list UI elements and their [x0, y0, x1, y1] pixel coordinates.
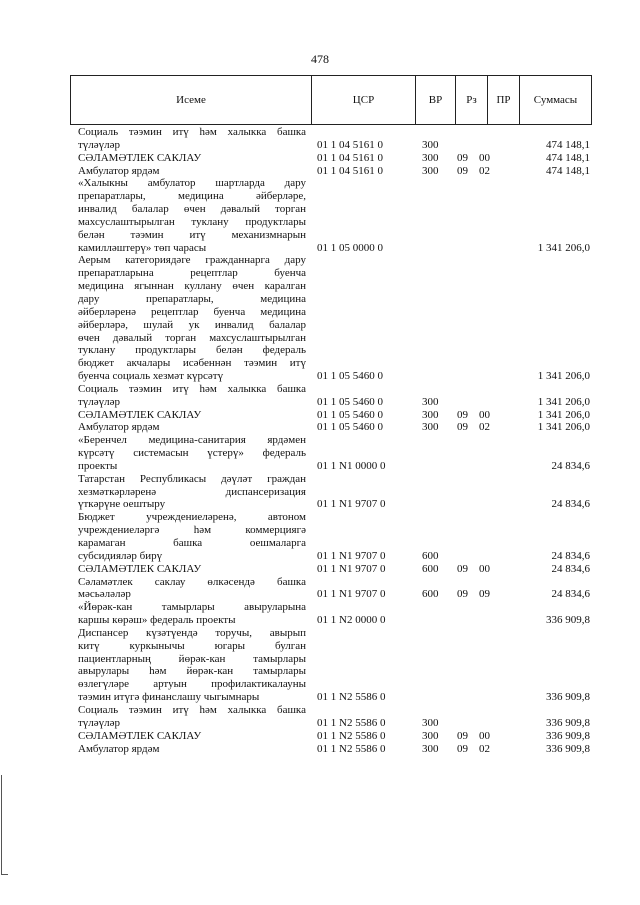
row-name-line: препаратлары, медицина әйберләре, — [78, 190, 306, 203]
row-csr: 01 1 N2 5586 0 — [317, 716, 386, 729]
row-sum: 474 148,1 — [546, 138, 590, 151]
row-vr: 300 — [422, 138, 439, 151]
row-sum: 1 341 206,0 — [537, 370, 590, 383]
row-rz: 09 — [457, 164, 468, 177]
row-rz: 09 — [457, 408, 468, 421]
row-vr: 300 — [422, 164, 439, 177]
row-pr: 09 — [479, 588, 490, 601]
row-name — [78, 152, 306, 165]
table-row — [78, 704, 590, 730]
row-sum: 24 834,6 — [551, 549, 590, 562]
row-name-line: күрсәтү системасын үстерү» федераль — [78, 447, 306, 460]
margin-line — [1, 775, 2, 875]
row-rz: 09 — [457, 421, 468, 434]
table-row — [78, 576, 590, 602]
row-name-line: Амбулатор ярдәм — [78, 742, 160, 755]
row-vr: 300 — [422, 716, 439, 729]
row-name — [78, 743, 306, 756]
row-name-line: СӘЛАМӘТЛЕК САКЛАУ — [78, 408, 202, 421]
row-name-line: каршы көрәш» федераль проекты — [78, 614, 236, 627]
row-name-line: бюджет акчалары исәбеннән тәэмин итү — [78, 357, 306, 370]
row-csr: 01 1 N1 9707 0 — [317, 549, 386, 562]
row-pr: 00 — [479, 408, 490, 421]
row-name — [78, 473, 306, 512]
row-name — [78, 627, 306, 704]
row-pr: 00 — [479, 562, 490, 575]
row-pr: 00 — [479, 151, 490, 164]
row-name-line: белән тәэмин итү механизмнарын — [78, 228, 306, 241]
row-name-line: түләүләр — [78, 138, 121, 151]
row-csr: 01 1 05 0000 0 — [317, 241, 383, 254]
row-name-line: әйберләренә рецептлар буенча медицина — [78, 305, 306, 318]
table-row — [78, 421, 590, 434]
table-row — [78, 152, 590, 165]
row-pr: 02 — [479, 742, 490, 755]
row-csr: 01 1 05 5460 0 — [317, 421, 383, 434]
row-sum: 1 341 206,0 — [537, 241, 590, 254]
header-vr: ВР — [416, 76, 456, 124]
row-name-line: Диспансер күзәтүендә торучы, авырып — [78, 626, 306, 639]
row-sum: 24 834,6 — [551, 498, 590, 511]
row-name — [78, 601, 306, 627]
row-sum: 336 909,8 — [546, 614, 590, 627]
row-sum: 336 909,8 — [546, 729, 590, 742]
row-name-line: камилләштерү» төп чарасы — [78, 241, 207, 254]
row-vr: 300 — [422, 742, 439, 755]
row-name-line: Татарстан Республикасы дәүләт граждан — [78, 472, 306, 485]
row-name-line: түләүләр — [78, 395, 121, 408]
row-name-line: Бюджет учреждениеләренә, автоном — [78, 511, 306, 524]
table-row — [78, 730, 590, 743]
header-name: Исеме — [71, 76, 312, 124]
row-name-line: туклану продуктлары белән федераль — [78, 344, 306, 357]
row-name — [78, 511, 306, 562]
row-name-line: хезмәткәрләренә диспансеризация — [78, 485, 306, 498]
row-name-line: «Халыкны амбулатор шартларда дару — [78, 177, 306, 190]
row-sum: 336 909,8 — [546, 742, 590, 755]
row-name-line: СӘЛАМӘТЛЕК САКЛАУ — [78, 562, 202, 575]
row-name — [78, 126, 306, 152]
row-name-line: махсуслаштырылган туклану продуктлары — [78, 215, 306, 228]
row-sum: 1 341 206,0 — [537, 421, 590, 434]
row-name-line: субсидияләр бирү — [78, 549, 163, 562]
row-name — [78, 409, 306, 422]
row-csr: 01 1 N2 5586 0 — [317, 742, 386, 755]
row-csr: 01 1 04 5161 0 — [317, 151, 383, 164]
row-vr: 600 — [422, 562, 439, 575]
table-row — [78, 743, 590, 756]
row-vr: 300 — [422, 421, 439, 434]
row-csr: 01 1 N1 9707 0 — [317, 562, 386, 575]
header-sum: Суммасы — [533, 94, 578, 106]
row-name-line: карамаган башка оешмаларга — [78, 537, 306, 549]
table-row — [78, 254, 590, 382]
row-sum: 1 341 206,0 — [537, 408, 590, 421]
row-sum: 24 834,6 — [551, 459, 590, 472]
table-row — [78, 165, 590, 178]
row-vr: 600 — [422, 549, 439, 562]
table-header — [70, 75, 592, 125]
row-name — [78, 704, 306, 730]
row-csr: 01 1 N1 0000 0 — [317, 459, 386, 472]
row-csr: 01 1 N2 5586 0 — [317, 691, 386, 704]
row-name-line: Социаль тәэмин итү һәм халыкка башка — [78, 126, 306, 138]
row-name-line: медицина ягыннан куллану өчен каралган — [78, 280, 306, 293]
row-name-line: «Йөрәк-кан тамырлары авыруларына — [78, 601, 306, 614]
row-pr: 02 — [479, 421, 490, 434]
row-sum: 24 834,6 — [551, 588, 590, 601]
table-row — [78, 409, 590, 422]
header-rz: Рз — [456, 76, 488, 124]
table-row — [78, 177, 590, 254]
row-name-line: өзлегүләре артуын профилактикалауны — [78, 678, 306, 691]
table-row — [78, 563, 590, 576]
row-name-line: түләүләр — [78, 716, 121, 729]
row-name-line: Аерым категориядәге гражданнарга дару — [78, 254, 306, 267]
table-row — [78, 627, 590, 704]
header-pr: ПР — [488, 76, 520, 124]
row-vr: 300 — [422, 151, 439, 164]
budget-table-body — [78, 126, 590, 755]
row-name-line: мәсьәләләр — [78, 588, 131, 601]
row-name-line: СӘЛАМӘТЛЕК САКЛАУ — [78, 729, 202, 742]
row-name-line: Социаль тәэмин итү һәм халыкка башка — [78, 382, 306, 395]
row-pr: 00 — [479, 729, 490, 742]
row-name — [78, 730, 306, 743]
row-csr: 01 1 04 5161 0 — [317, 164, 383, 177]
header-csr: ЦСР — [312, 76, 416, 124]
table-row — [78, 511, 590, 562]
row-name-line: СӘЛАМӘТЛЕК САКЛАУ — [78, 151, 202, 164]
row-name-line: Амбулатор ярдәм — [78, 164, 160, 177]
row-rz: 09 — [457, 562, 468, 575]
row-csr: 01 1 04 5161 0 — [317, 138, 383, 151]
row-vr: 300 — [422, 395, 439, 408]
row-name — [78, 383, 306, 409]
margin-tick — [1, 874, 8, 875]
table-row — [78, 473, 590, 512]
row-name-line: Амбулатор ярдәм — [78, 421, 160, 434]
row-sum: 336 909,8 — [546, 716, 590, 729]
page-number: 478 — [311, 52, 329, 66]
row-rz: 09 — [457, 729, 468, 742]
row-name-line: тәэмин итүгә финанслашу чыгымнары — [78, 691, 260, 704]
row-name-line: үткәрүне оештыру — [78, 498, 166, 511]
row-name-line: Социаль тәэмин итү һәм халыкка башка — [78, 703, 306, 716]
row-name-line: учреждениеләргә һәм коммерциягә — [78, 524, 306, 537]
row-csr: 01 1 05 5460 0 — [317, 370, 383, 383]
row-name-line: авырулары һәм йөрәк-кан тамырлары — [78, 665, 306, 678]
row-name — [78, 254, 306, 382]
row-csr: 01 1 N1 9707 0 — [317, 498, 386, 511]
row-csr: 01 1 05 5460 0 — [317, 408, 383, 421]
row-csr: 01 1 N2 5586 0 — [317, 729, 386, 742]
row-csr: 01 1 N1 9707 0 — [317, 588, 386, 601]
row-name-line: Сәламәтлек саклау өлкәсендә башка — [78, 575, 306, 588]
row-sum: 336 909,8 — [546, 691, 590, 704]
row-name — [78, 177, 306, 254]
table-row — [78, 383, 590, 409]
row-csr: 01 1 05 5460 0 — [317, 395, 383, 408]
row-vr: 300 — [422, 729, 439, 742]
row-name-line: инвалид балалар өчен дәвалый торган — [78, 203, 306, 216]
row-rz: 09 — [457, 588, 468, 601]
row-name-line: «Беренчел медицина-санитария ярдәмен — [78, 434, 306, 447]
row-name-line: проекты — [78, 459, 118, 472]
row-rz: 09 — [457, 742, 468, 755]
row-sum: 1 341 206,0 — [537, 395, 590, 408]
row-name-line: буенча социаль хезмәт күрсәтү — [78, 370, 224, 383]
row-csr: 01 1 N2 0000 0 — [317, 614, 386, 627]
row-sum: 24 834,6 — [551, 562, 590, 575]
row-sum: 474 148,1 — [546, 164, 590, 177]
row-name-line: дару препаратлары, медицина — [78, 292, 306, 305]
row-name-line: китү куркынычы югары булган — [78, 639, 306, 652]
row-name — [78, 165, 306, 178]
row-name-line: пациентларның йөрәк-кан тамырлары — [78, 652, 306, 665]
row-pr: 02 — [479, 164, 490, 177]
table-row — [78, 434, 590, 473]
row-name-line: препаратларына рецептлар буенча — [78, 267, 306, 280]
row-name — [78, 576, 306, 602]
row-name — [78, 563, 306, 576]
row-rz: 09 — [457, 151, 468, 164]
table-row — [78, 601, 590, 627]
row-sum: 474 148,1 — [546, 151, 590, 164]
table-row — [78, 126, 590, 152]
row-name-line: әйберләрә, шулай ук инвалид балалар — [78, 318, 306, 331]
row-name — [78, 421, 306, 434]
row-name — [78, 434, 306, 473]
row-vr: 600 — [422, 588, 439, 601]
row-vr: 300 — [422, 408, 439, 421]
row-name-line: өчен дәвалый торган махсуслаштырылган — [78, 331, 306, 344]
